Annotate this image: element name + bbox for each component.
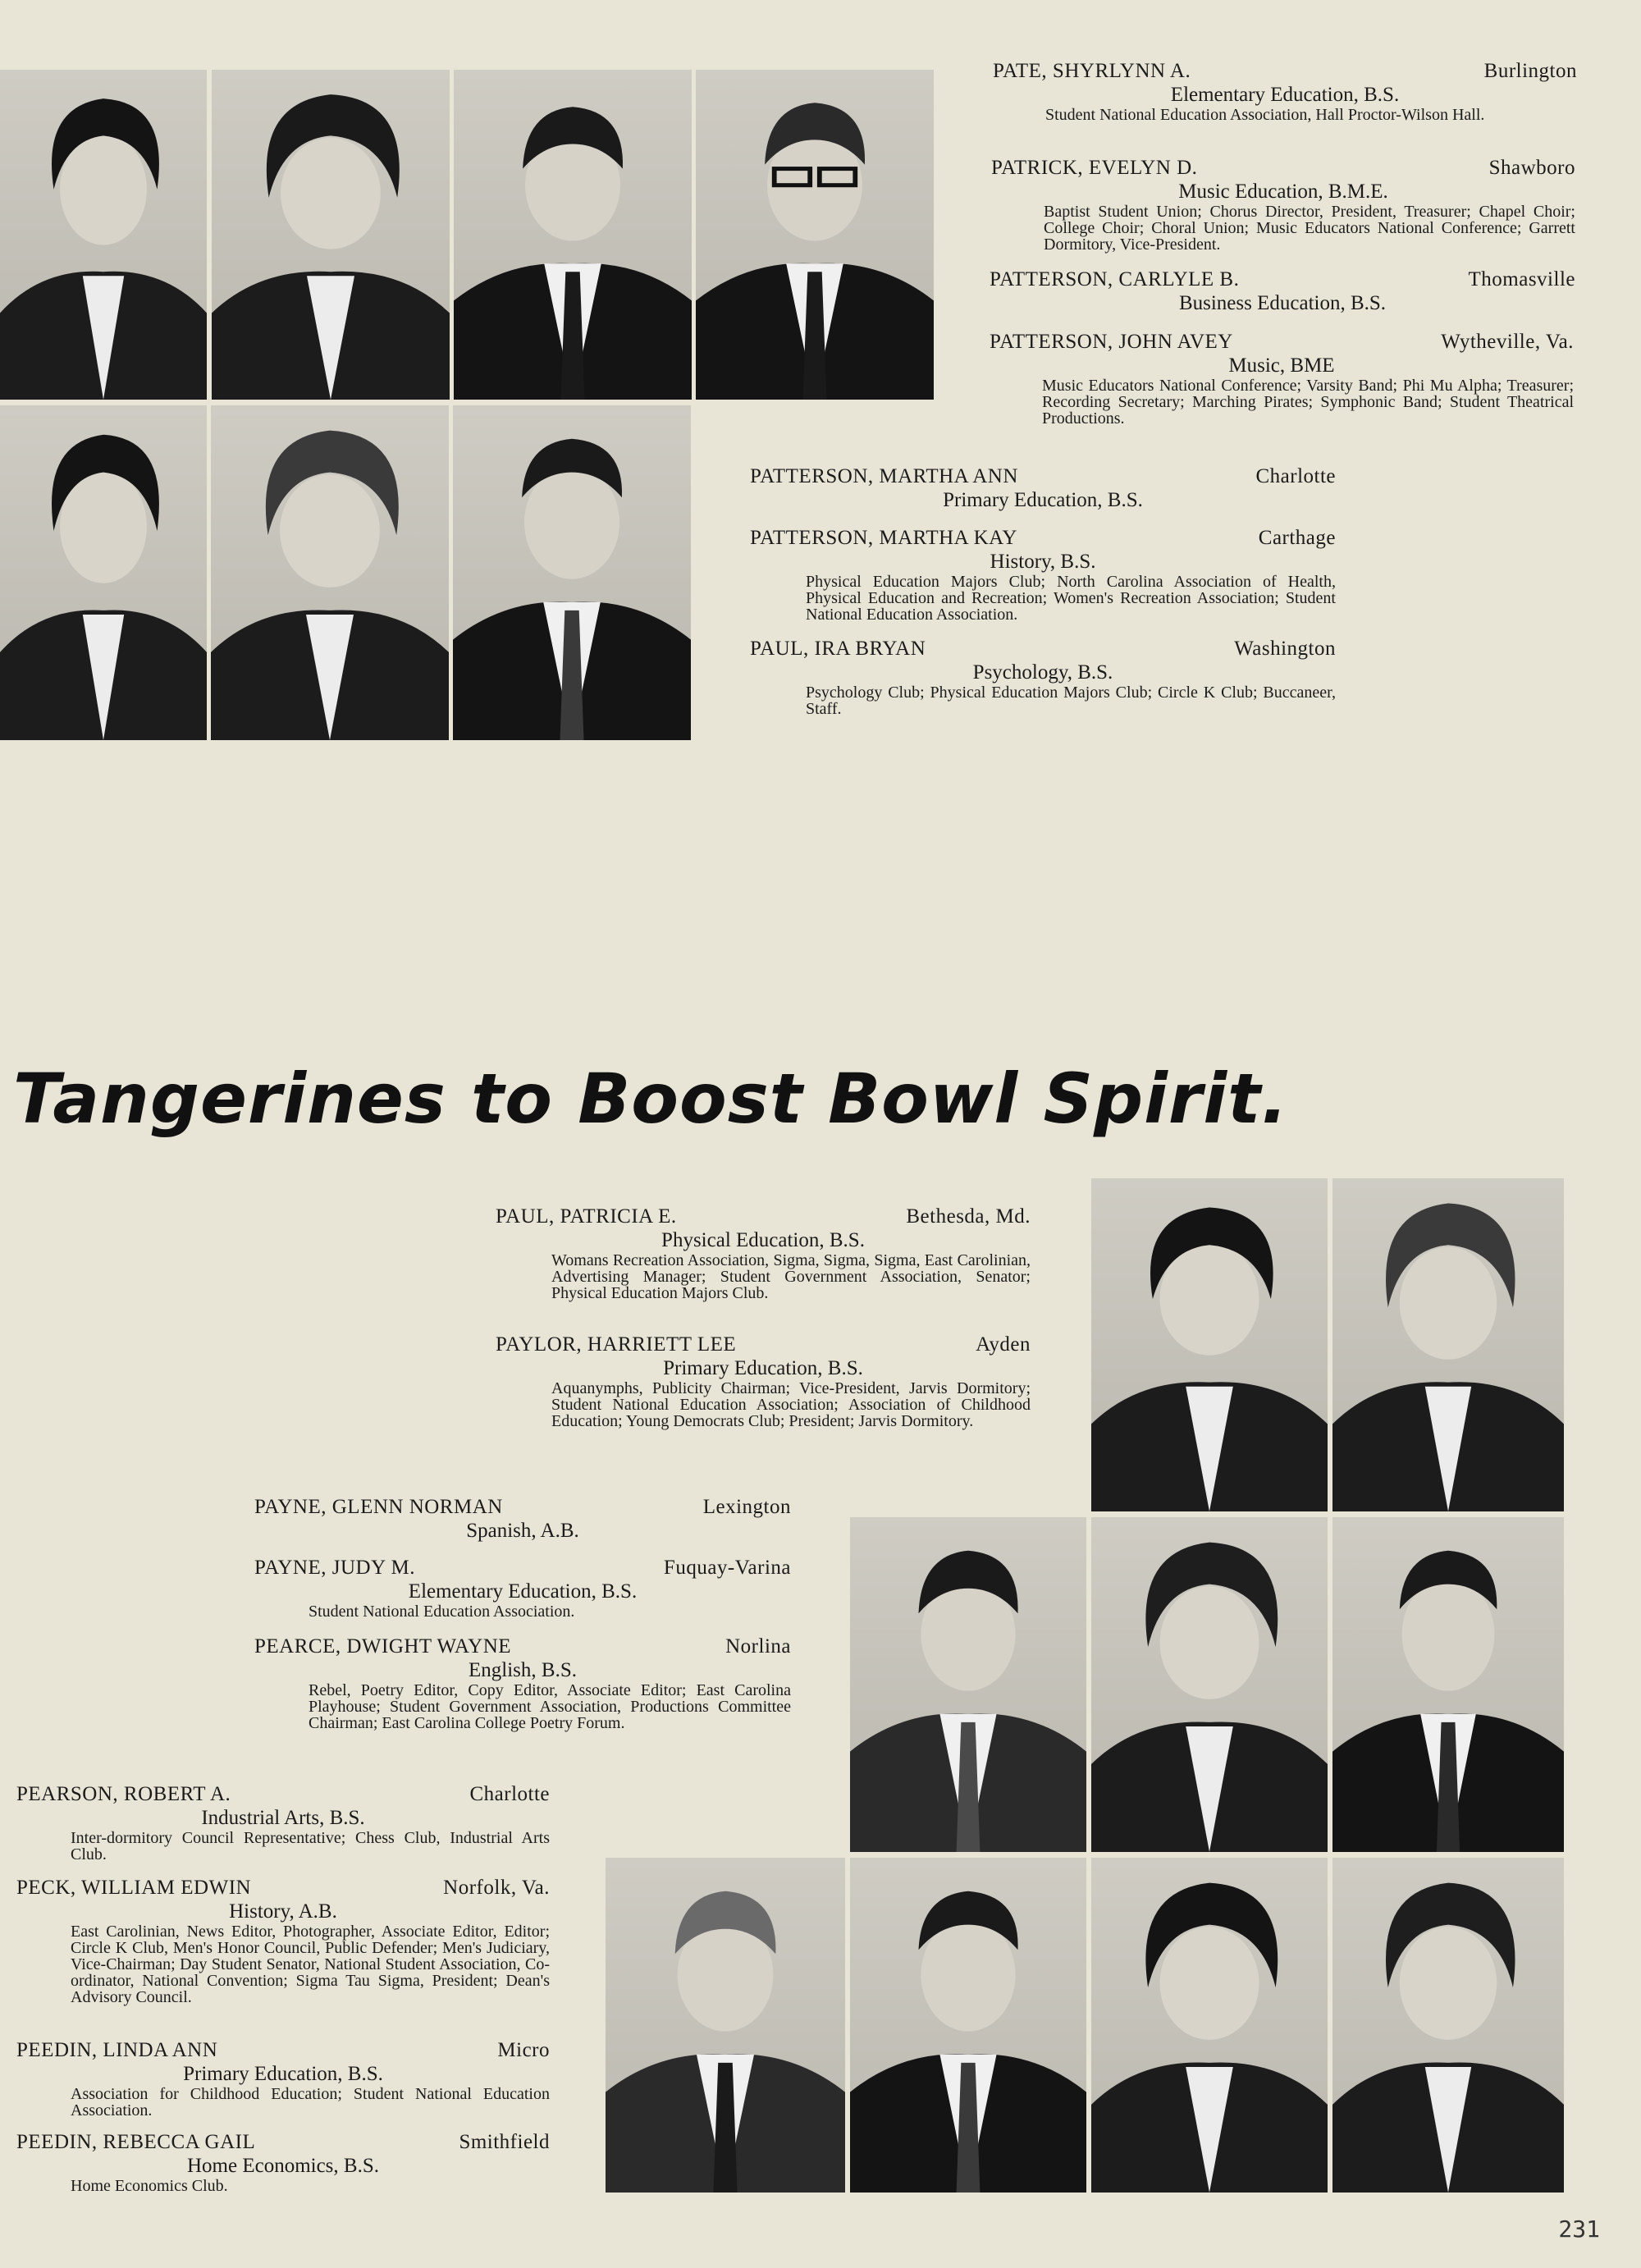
entry-activities: Aquanymphs, Publicity Chairman; Vice-President, Jarvis Dormitory; Student National Education Association; Association of Childhood Education; Young Democrats Club; President; Jarvis Dormitory. [551, 1379, 1031, 1430]
entry-name: PATTERSON, CARLYLE B. [990, 268, 1240, 290]
entry-patterson-john [990, 330, 1574, 427]
entry-name: PEARSON, ROBERT A. [16, 1783, 231, 1805]
entry-name: PATRICK, EVELYN D. [991, 157, 1198, 179]
section-headline: Tangerines to Boost Bowl Spirit. [13, 1059, 1289, 1139]
entry-degree: Elementary Education, B.S. [1170, 84, 1400, 106]
entry-hometown: Micro [497, 2039, 550, 2061]
entry-hometown: Burlington [1483, 60, 1577, 82]
entry-degree: History, B.S. [990, 551, 1096, 573]
entry-name: PEEDIN, LINDA ANN [16, 2039, 218, 2061]
entry-pearce [254, 1635, 791, 1731]
portrait-paul-ira [453, 405, 691, 740]
entry-hometown: Shawboro [1488, 157, 1575, 179]
portrait-peedin-linda [1091, 1858, 1328, 2193]
entry-hometown: Wytheville, Va. [1441, 331, 1574, 353]
portrait-pearce [1332, 1517, 1564, 1852]
entry-hometown: Norlina [725, 1635, 791, 1658]
entry-name: PATTERSON, JOHN AVEY [990, 331, 1233, 353]
entry-degree: English, B.S. [469, 1659, 577, 1681]
entry-activities: Rebel, Poetry Editor, Copy Editor, Associate Editor; East Carolina Playhouse; Student Government Association, Productions Committee Chairman; East Carolina College Poetry Forum. [309, 1681, 791, 1732]
entry-name: PATTERSON, MARTHA KAY [750, 527, 1017, 549]
entry-name: PECK, WILLIAM EDWIN [16, 1877, 252, 1899]
entry-degree: Physical Education, B.S. [661, 1229, 865, 1251]
page-number: 231 [1558, 2215, 1600, 2243]
entry-peedin-rebecca [16, 2130, 550, 2194]
entry-hometown: Bethesda, Md. [906, 1205, 1031, 1228]
portrait-payne-judy [1091, 1517, 1328, 1852]
entry-name: PAUL, IRA BRYAN [750, 638, 926, 660]
entry-activities: Psychology Club; Physical Education Majors Club; Circle K Club; Buccaneer, Staff. [806, 684, 1336, 718]
entry-peck [16, 1876, 550, 2005]
entry-peedin-linda [16, 2038, 550, 2119]
entry-activities: Physical Education Majors Club; North Carolina Association of Health, Physical Education and Recreation; Women's Recreation Association; Student National Education Association. [806, 573, 1336, 624]
entry-degree: History, A.B. [229, 1900, 337, 1923]
entry-activities: Music Educators National Conference; Varsity Band; Phi Mu Alpha; Treasurer; Recording Secretary; Marching Pirates; Symphonic Band; Student Theatrical Productions. [1042, 377, 1574, 428]
entry-degree: Primary Education, B.S. [943, 489, 1143, 511]
portrait-patterson-carlyle [454, 70, 692, 400]
entry-degree: Elementary Education, B.S. [408, 1580, 638, 1603]
portrait-patterson-john [696, 70, 934, 400]
portrait-patterson-martha-kay [211, 405, 449, 740]
entry-hometown: Thomasville [1468, 268, 1575, 290]
entry-degree: Home Economics, B.S. [186, 2155, 379, 2177]
entry-name: PATTERSON, MARTHA ANN [750, 465, 1018, 487]
entry-degree: Music, BME [1228, 354, 1335, 377]
entry-activities: East Carolinian, News Editor, Photographer, Associate Editor, Editor; Circle K Club, Men's Honor Council, Public Defender; Men's Judiciary, Vice-Chairman; Day Student Senator, National Student Association, Co-ordinator, National Convention; Sigma Tau Sigma, President; Dean's Advisory Council. [71, 1923, 550, 2006]
entry-paul-ira [750, 637, 1336, 717]
entry-hometown: Ayden [976, 1333, 1031, 1356]
portrait-payne-glenn [850, 1517, 1086, 1852]
entry-hometown: Smithfield [459, 2131, 550, 2153]
entry-name: PEARCE, DWIGHT WAYNE [254, 1635, 512, 1658]
portrait-paul-patricia [1091, 1178, 1328, 1511]
entry-name: PAUL, PATRICIA E. [496, 1205, 677, 1228]
entry-paylor [496, 1333, 1031, 1429]
entry-patterson-martha-ann [750, 464, 1336, 512]
entry-activities: Inter-dormitory Council Representative; Chess Club, Industrial Arts Club. [71, 1829, 550, 1863]
entry-degree: Business Education, B.S. [1178, 292, 1387, 314]
entry-activities: Home Economics Club. [71, 2177, 228, 2195]
entry-degree: Primary Education, B.S. [663, 1357, 863, 1379]
entry-activities: Association for Childhood Education; Student National Education Association. [71, 2085, 550, 2119]
entry-patterson-carlyle [990, 267, 1575, 315]
entry-name: PEEDIN, REBECCA GAIL [16, 2131, 256, 2153]
entry-hometown: Carthage [1258, 527, 1336, 549]
entry-payne-judy [254, 1556, 791, 1620]
entry-name: PAYNE, GLENN NORMAN [254, 1496, 503, 1518]
entry-hometown: Fuquay-Varina [663, 1557, 791, 1579]
portrait-paylor [1332, 1178, 1564, 1511]
entry-hometown: Norfolk, Va. [443, 1877, 550, 1899]
portrait-patterson-martha-ann [0, 405, 207, 740]
entry-patrick [991, 156, 1575, 253]
entry-activities: Student National Education Association, Hall Proctor-Wilson Hall. [1045, 106, 1485, 124]
entry-name: PAYLOR, HARRIETT LEE [496, 1333, 737, 1356]
entry-hometown: Charlotte [469, 1783, 550, 1805]
entry-name: PATE, SHYRLYNN A. [993, 60, 1191, 82]
entry-degree: Industrial Arts, B.S. [201, 1807, 365, 1829]
entry-degree: Music Education, B.M.E. [1178, 181, 1388, 203]
entry-degree: Spanish, A.B. [466, 1520, 579, 1542]
entry-name: PAYNE, JUDY M. [254, 1557, 415, 1579]
entry-pearson [16, 1782, 550, 1863]
entry-payne-glenn [254, 1495, 791, 1543]
portrait-peedin-rebecca [1332, 1858, 1564, 2193]
entry-pate [993, 59, 1577, 123]
entry-activities: Womans Recreation Association, Sigma, Sigma, Sigma, East Carolinian, Advertising Manager; Student Government Association, Senator; Physical Education Majors Club. [551, 1251, 1031, 1302]
entry-paul-patricia [496, 1205, 1031, 1301]
portrait-patrick [212, 70, 450, 400]
portrait-pate [0, 70, 207, 400]
entry-activities: Student National Education Association. [309, 1603, 575, 1621]
portrait-pearson [606, 1858, 845, 2193]
entry-degree: Primary Education, B.S. [183, 2063, 383, 2085]
entry-patterson-martha-kay [750, 526, 1336, 623]
entry-degree: Psychology, B.S. [972, 661, 1113, 684]
portrait-peck [850, 1858, 1086, 2193]
entry-activities: Baptist Student Union; Chorus Director, President, Treasurer; Chapel Choir; College Choir; Choral Union; Music Educators National Conference; Garrett Dormitory, Vice-President. [1044, 203, 1575, 254]
entry-hometown: Charlotte [1255, 465, 1336, 487]
entry-hometown: Washington [1234, 638, 1336, 660]
entry-hometown: Lexington [702, 1496, 791, 1518]
